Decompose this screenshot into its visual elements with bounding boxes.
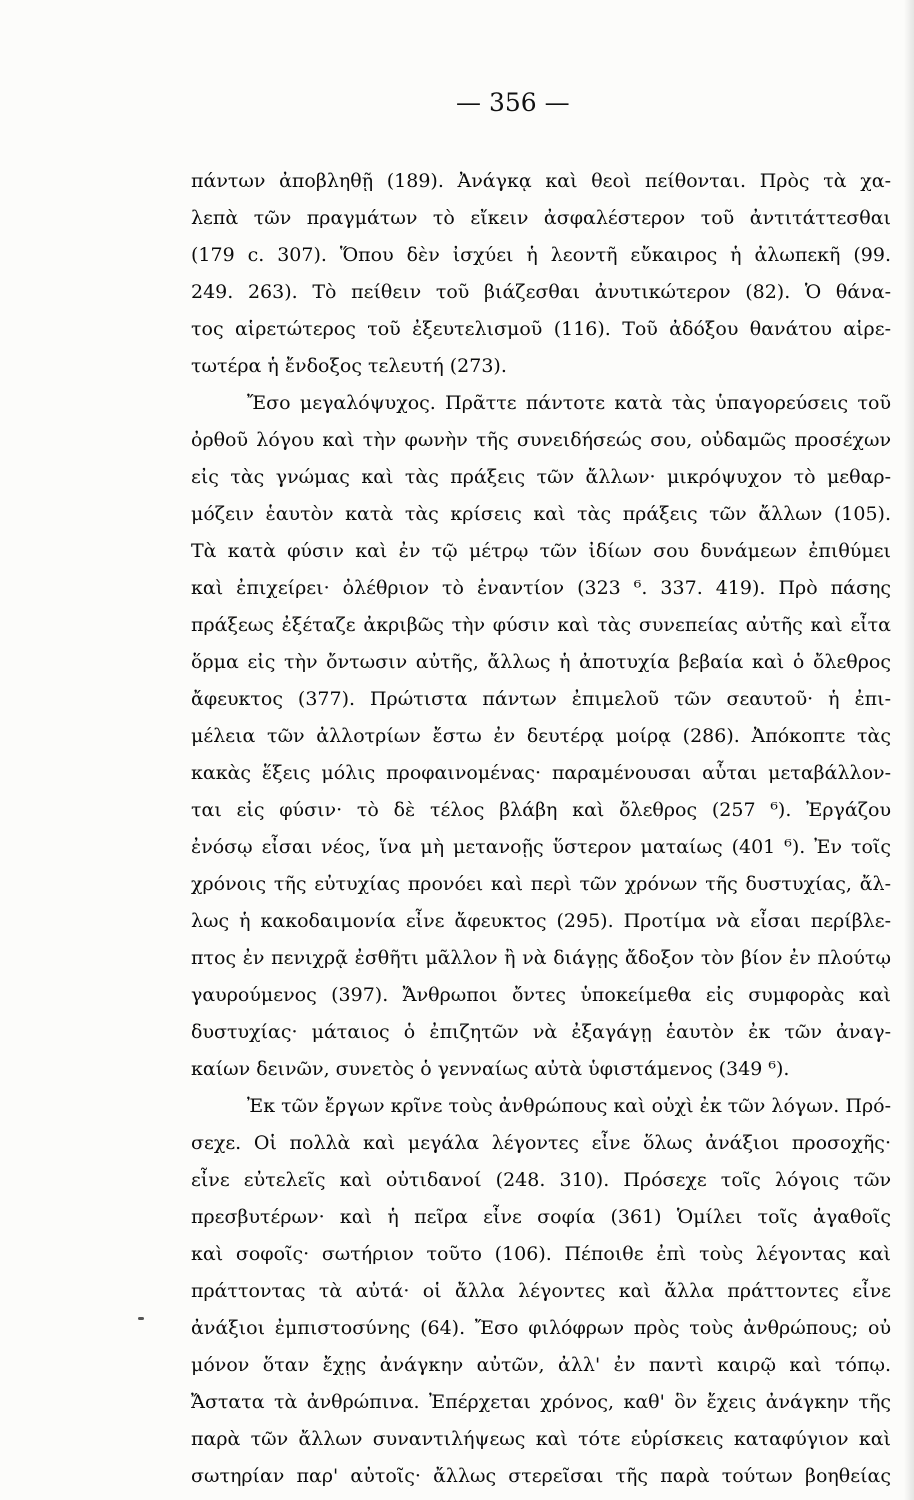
text-line: πρεσβυτέρων· καὶ ἡ πεῖρα εἶνε σοφία (361) Ὁμίλει τοῖς ἀγαθοῖς [191,1206,891,1228]
text-line: πάντων ἀποβληθῇ (189). Ἀνάγκᾳ καὶ θεοὶ πείθονται. Πρὸς τὰ χα- [191,170,891,192]
margin-mark [138,1317,144,1320]
text-line: (179 c. 307). Ὅπου δὲν ἰσχύει ἡ λεοντῆ εὔκαιρος ἡ ἀλωπεκῆ (99. [191,244,891,266]
text-line: ται εἰς φύσιν· τὸ δὲ τέλος βλάβη καὶ ὄλεθρος (257 ⁶). Ἐργάζου [191,799,891,821]
text-line: ἐνόσῳ εἶσαι νέος, ἵνα μὴ μετανοῇς ὕστερον ματαίως (401 ⁶). Ἐν τοῖς [191,836,891,858]
text-line: ἀνάξιοι ἐμπιστοσύνης (64). Ἔσο φιλόφρων πρὸς τοὺς ἀνθρώπους; οὐ [191,1317,891,1339]
text-line: τωτέρα ἡ ἔνδοξος τελευτή (273). [191,355,507,377]
text-line: καὶ ἐπιχείρει· ὀλέθριον τὸ ἐναντίον (323 ⁶. 337. 419). Πρὸ πάσης [191,577,891,599]
text-line: εἶνε εὐτελεῖς καὶ οὐτιδανοί (248. 310). Πρόσεχε τοῖς λόγοις τῶν [191,1169,891,1191]
text-line: καίων δεινῶν, συνετὸς ὁ γενναίως αὐτὰ ὑφιστάμενος (349 ⁶). [191,1058,790,1080]
page-edge-shadow [904,0,914,1500]
text-line: δυστυχίας· μάταιος ὁ ἐπιζητῶν νὰ ἐξαγάγῃ ἑαυτὸν ἐκ τῶν ἀναγ- [191,1021,891,1043]
text-line: μόνον ὅταν ἔχῃς ἀνάγκην αὐτῶν, ἀλλ' ἐν παντὶ καιρῷ καὶ τόπῳ. [191,1354,891,1376]
text-line: σεχε. Οἱ πολλὰ καὶ μεγάλα λέγοντες εἶνε ὅλως ἀνάξιοι προσοχῆς· [191,1132,891,1154]
text-line: καὶ σοφοῖς· σωτήριον τοῦτο (106). Πέποιθε ἐπὶ τοὺς λέγοντας καὶ [191,1243,891,1265]
text-line: λεπὰ τῶν πραγμάτων τὸ εἴκειν ἀσφαλέστερον τοῦ ἀντιτάττεσθαι [191,207,891,229]
text-line: πράξεως ἐξέταζε ἀκριβῶς τὴν φύσιν καὶ τὰς συνεπείας αὐτῆς καὶ εἶτα [191,614,891,636]
text-line: ὀρθοῦ λόγου καὶ τὴν φωνὴν τῆς συνειδήσεώς σου, οὐδαμῶς προσέχων [191,429,891,451]
page-number: — 356 — [456,88,570,117]
text-line: παρὰ τῶν ἄλλων συναντιλήψεως καὶ τότε εὑρίσκεις καταφύγιον καὶ [191,1428,891,1450]
text-line: κακὰς ἕξεις μόλις προφαινομένας· παραμένουσαι αὗται μεταβάλλον- [191,762,891,784]
text-line: σωτηρίαν παρ' αὐτοῖς· ἄλλως στερεῖσαι τῆς παρὰ τούτων βοηθείας [191,1465,891,1487]
text-line: πτος ἐν πενιχρᾷ ἐσθῆτι μᾶλλον ἢ νὰ διάγῃς ἄδοξον τὸν βίον ἐν πλούτῳ [191,947,891,969]
text-line: τος αἱρετώτερος τοῦ ἐξευτελισμοῦ (116). Τοῦ ἀδόξου θανάτου αἱρε- [191,318,891,340]
text-line: ἄφευκτος (377). Πρώτιστα πάντων ἐπιμελοῦ τῶν σεαυτοῦ· ἡ ἐπι- [191,688,891,710]
text-line: Ἔσο μεγαλόψυχος. Πρᾶττε πάντοτε κατὰ τὰς ὑπαγορεύσεις τοῦ [247,392,891,414]
text-line: πράττοντας τὰ αὐτά· οἱ ἄλλα λέγοντες καὶ ἄλλα πράττοντες εἶνε [191,1280,891,1302]
text-line: Τὰ κατὰ φύσιν καὶ ἐν τῷ μέτρῳ τῶν ἰδίων σου δυνάμεων ἐπιθύμει [191,540,891,562]
text-line: εἰς τὰς γνώμας καὶ τὰς πράξεις τῶν ἄλλων· μικρόψυχον τὸ μεθαρ- [191,466,891,488]
text-line: Ἄστατα τὰ ἀνθρώπινα. Ἐπέρχεται χρόνος, καθ' ὃν ἔχεις ἀνάγκην τῆς [191,1391,891,1413]
text-line: λως ἡ κακοδαιμονία εἶνε ἄφευκτος (295). Προτίμα νὰ εἶσαι περίβλε- [191,910,891,932]
text-line: γαυρούμενος (397). Ἄνθρωποι ὄντες ὑποκείμεθα εἰς συμφορὰς καὶ [191,984,891,1006]
text-line: 249. 263). Τὸ πείθειν τοῦ βιάζεσθαι ἀνυτικώτερον (82). Ὁ θάνα- [191,281,891,303]
text-line: μέλεια τῶν ἀλλοτρίων ἔστω ἐν δευτέρᾳ μοίρᾳ (286). Ἀπόκοπτε τὰς [191,725,891,747]
text-line: μόζειν ἑαυτὸν κατὰ τὰς κρίσεις καὶ τὰς πράξεις τῶν ἄλλων (105). [191,503,891,525]
text-line: ὅρμα εἰς τὴν ὄντωσιν αὐτῆς, ἄλλως ἡ ἀποτυχία βεβαία καὶ ὁ ὄλεθρος [191,651,891,673]
text-line: Ἐκ τῶν ἔργων κρῖνε τοὺς ἀνθρώπους καὶ οὐχὶ ἐκ τῶν λόγων. Πρό- [247,1095,891,1117]
text-line: χρόνοις τῆς εὐτυχίας προνόει καὶ περὶ τῶν χρόνων τῆς δυστυχίας, ἄλ- [191,873,891,895]
